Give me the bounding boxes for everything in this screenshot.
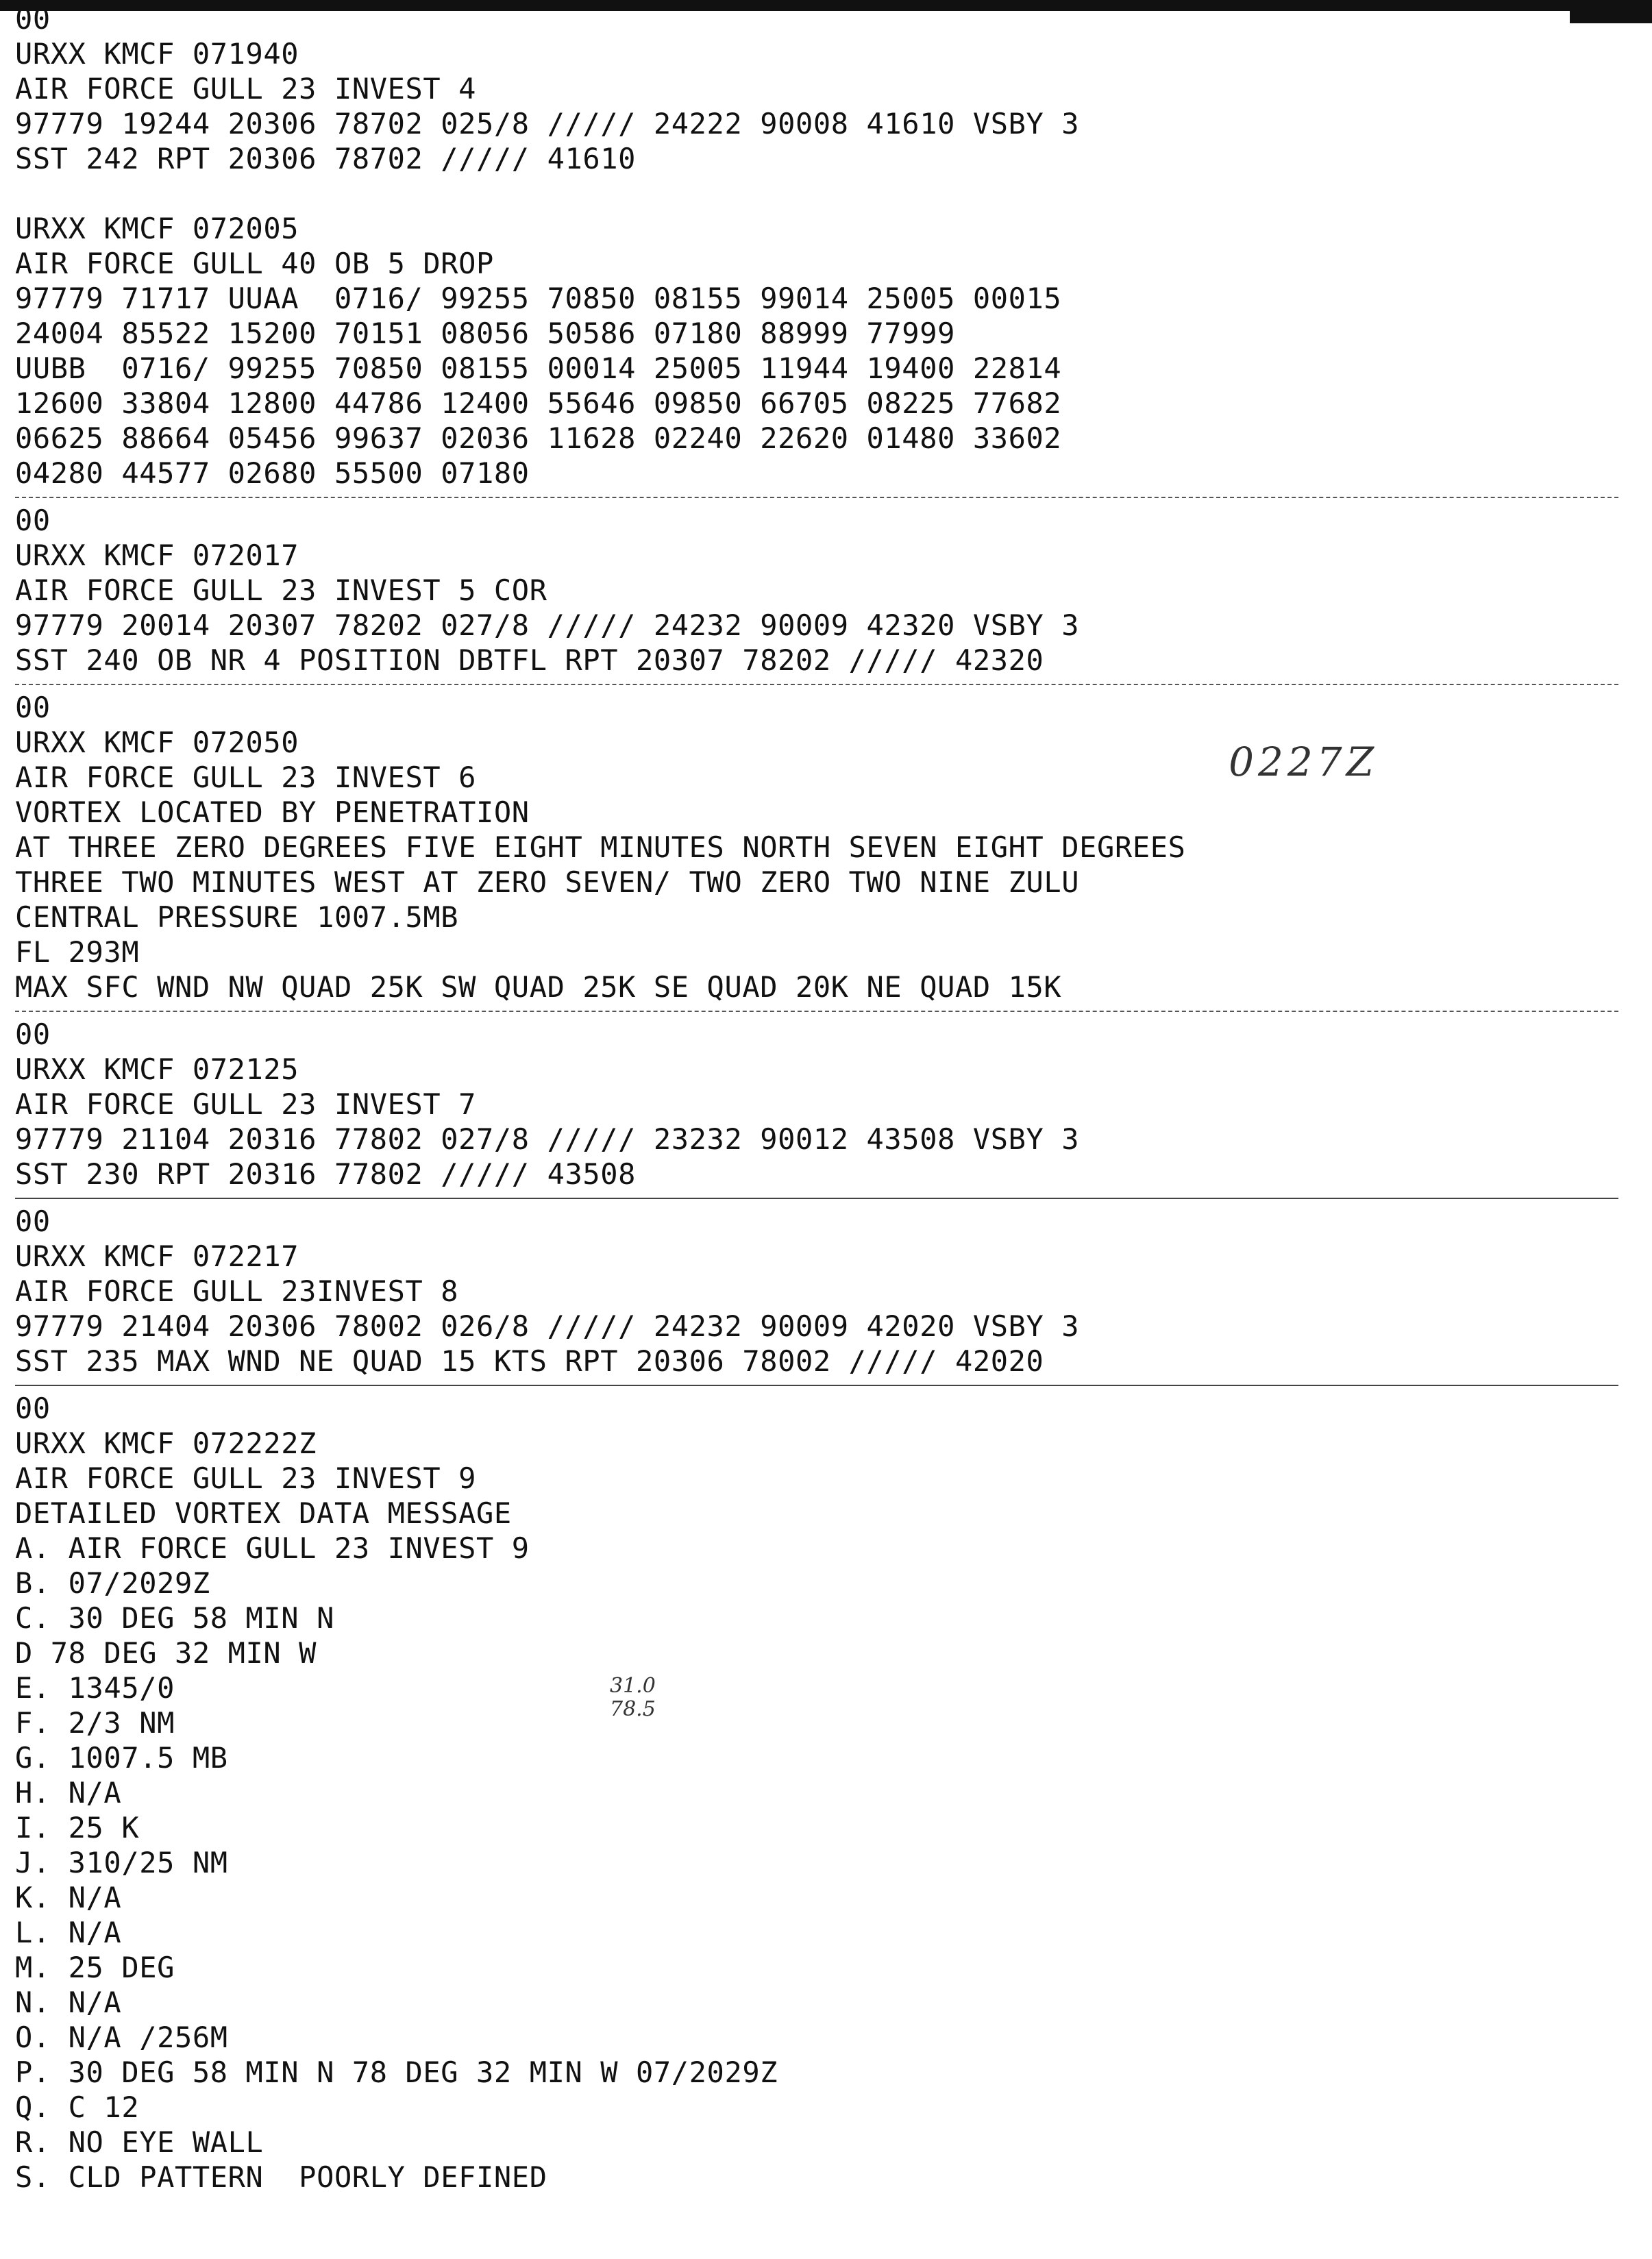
message-line: AIR FORCE GULL 23INVEST 8 <box>15 1274 459 1308</box>
message-line: 00 <box>15 691 51 724</box>
message-line: 12600 33804 12800 44786 12400 55646 09850 66705 08225 77682 <box>15 386 1062 420</box>
vortex-item-c: C. 30 DEG 58 MIN N <box>15 1601 334 1635</box>
message-line: 00 <box>15 2 51 36</box>
message-line: URXX KMCF 072017 <box>15 539 299 572</box>
handwritten-time-note: 0227Z <box>1229 739 1378 785</box>
message-line: AIR FORCE GULL 23 INVEST 5 COR <box>15 573 547 607</box>
message-line: DETAILED VORTEX DATA MESSAGE <box>15 1496 512 1530</box>
vortex-item-a: A. AIR FORCE GULL 23 INVEST 9 <box>15 1531 530 1565</box>
message-line: URXX KMCF 072222Z <box>15 1427 317 1460</box>
message-line: 97779 21104 20316 77802 027/8 ///// 23232 90012 43508 VSBY 3 <box>15 1122 1080 1156</box>
message-ob-5-drop <box>15 211 1639 491</box>
message-line: MAX SFC WND NW QUAD 25K SW QUAD 25K SE QUAD 20K NE QUAD 15K <box>15 970 1062 1004</box>
message-line: AIR FORCE GULL 23 INVEST 7 <box>15 1087 477 1121</box>
vortex-item-d: D 78 DEG 32 MIN W <box>15 1636 317 1670</box>
vortex-item-q: Q. C 12 <box>15 2090 140 2124</box>
message-line: 04280 44577 02680 55500 07180 <box>15 456 530 490</box>
message-line: VORTEX LOCATED BY PENETRATION <box>15 795 530 829</box>
blank-line <box>15 176 1639 211</box>
vortex-item-l: L. N/A <box>15 1916 122 1949</box>
vortex-item-s: S. CLD PATTERN POORLY DEFINED <box>15 2160 547 2194</box>
message-line: 24004 85522 15200 70151 08056 50586 07180 88999 77999 <box>15 317 955 350</box>
vortex-item-o: O. N/A /256M <box>15 2021 228 2054</box>
perforation-divider <box>15 1011 1618 1012</box>
message-line: SST 240 OB NR 4 POSITION DBTFL RPT 20307 78202 ///// 42320 <box>15 643 1044 677</box>
handwritten-lon: 78.5 <box>610 1697 656 1721</box>
message-line: AIR FORCE GULL 40 OB 5 DROP <box>15 247 494 280</box>
message-invest-4 <box>15 1 1639 176</box>
message-invest-6 <box>15 690 1639 1004</box>
message-line: CENTRAL PRESSURE 1007.5MB <box>15 900 459 934</box>
message-line: THREE TWO MINUTES WEST AT ZERO SEVEN/ TWO ZERO TWO NINE ZULU <box>15 865 1080 899</box>
message-line: URXX KMCF 072050 <box>15 726 299 759</box>
message-line: AIR FORCE GULL 23 INVEST 9 <box>15 1461 477 1495</box>
handwritten-lat: 31.0 <box>610 1674 656 1698</box>
perforation-divider <box>15 684 1618 685</box>
vortex-item-n: N. N/A <box>15 1986 122 2019</box>
vortex-item-r: R. NO EYE WALL <box>15 2125 264 2159</box>
vortex-item-f: F. 2/3 NM <box>15 1706 175 1740</box>
vortex-item-b: B. 07/2029Z <box>15 1566 210 1600</box>
message-line: 00 <box>15 1017 51 1051</box>
message-line: FL 293M <box>15 935 140 969</box>
message-line: URXX KMCF 072005 <box>15 212 299 245</box>
vortex-item-j: J. 310/25 NM <box>15 1846 228 1879</box>
message-line: 06625 88664 05456 99637 02036 11628 02240 22620 01480 33602 <box>15 421 1062 455</box>
message-line: 97779 19244 20306 78702 025/8 ///// 24222 90008 41610 VSBY 3 <box>15 107 1080 140</box>
message-line: AIR FORCE GULL 23 INVEST 6 <box>15 761 477 794</box>
message-line: 97779 20014 20307 78202 027/8 ///// 24232 90009 42320 VSBY 3 <box>15 608 1080 642</box>
message-line: URXX KMCF 072217 <box>15 1239 299 1273</box>
teletype-printout <box>15 1 1639 2195</box>
perforation-divider <box>15 497 1618 498</box>
vortex-item-m: M. 25 DEG <box>15 1951 175 1984</box>
message-invest-7 <box>15 1017 1639 1192</box>
vortex-item-h: H. N/A <box>15 1776 122 1810</box>
vortex-item-p: P. 30 DEG 58 MIN N 78 DEG 32 MIN W 07/2029Z <box>15 2056 778 2089</box>
vortex-item-k: K. N/A <box>15 1881 122 1914</box>
message-line: URXX KMCF 071940 <box>15 37 299 71</box>
message-line: 00 <box>15 1392 51 1425</box>
perforation-divider <box>15 1198 1618 1199</box>
vortex-item-g: G. 1007.5 MB <box>15 1741 228 1775</box>
vortex-item-i: I. 25 K <box>15 1811 140 1844</box>
vortex-item-e: E. 1345/0 <box>15 1671 175 1705</box>
message-invest-9-vortex-data <box>15 1391 1639 2195</box>
message-line: UUBB 0716/ 99255 70850 08155 00014 25005 11944 19400 22814 <box>15 351 1062 385</box>
handwritten-position-note <box>610 1675 656 1721</box>
message-line: SST 235 MAX WND NE QUAD 15 KTS RPT 20306 78002 ///// 42020 <box>15 1344 1044 1378</box>
message-line: 97779 21404 20306 78002 026/8 ///// 24232 90009 42020 VSBY 3 <box>15 1309 1080 1343</box>
message-line: 00 <box>15 1205 51 1238</box>
message-line: AIR FORCE GULL 23 INVEST 4 <box>15 72 477 106</box>
message-line: AT THREE ZERO DEGREES FIVE EIGHT MINUTES NORTH SEVEN EIGHT DEGREES <box>15 830 1186 864</box>
message-invest-5-cor <box>15 503 1639 678</box>
message-line: SST 230 RPT 20316 77802 ///// 43508 <box>15 1157 637 1191</box>
message-invest-8 <box>15 1204 1639 1379</box>
message-line: SST 242 RPT 20306 78702 ///// 41610 <box>15 142 637 175</box>
message-line: 97779 71717 UUAA 0716/ 99255 70850 08155 99014 25005 00015 <box>15 282 1062 315</box>
perforation-divider <box>15 1385 1618 1386</box>
message-line: URXX KMCF 072125 <box>15 1052 299 1086</box>
message-line: 00 <box>15 504 51 537</box>
